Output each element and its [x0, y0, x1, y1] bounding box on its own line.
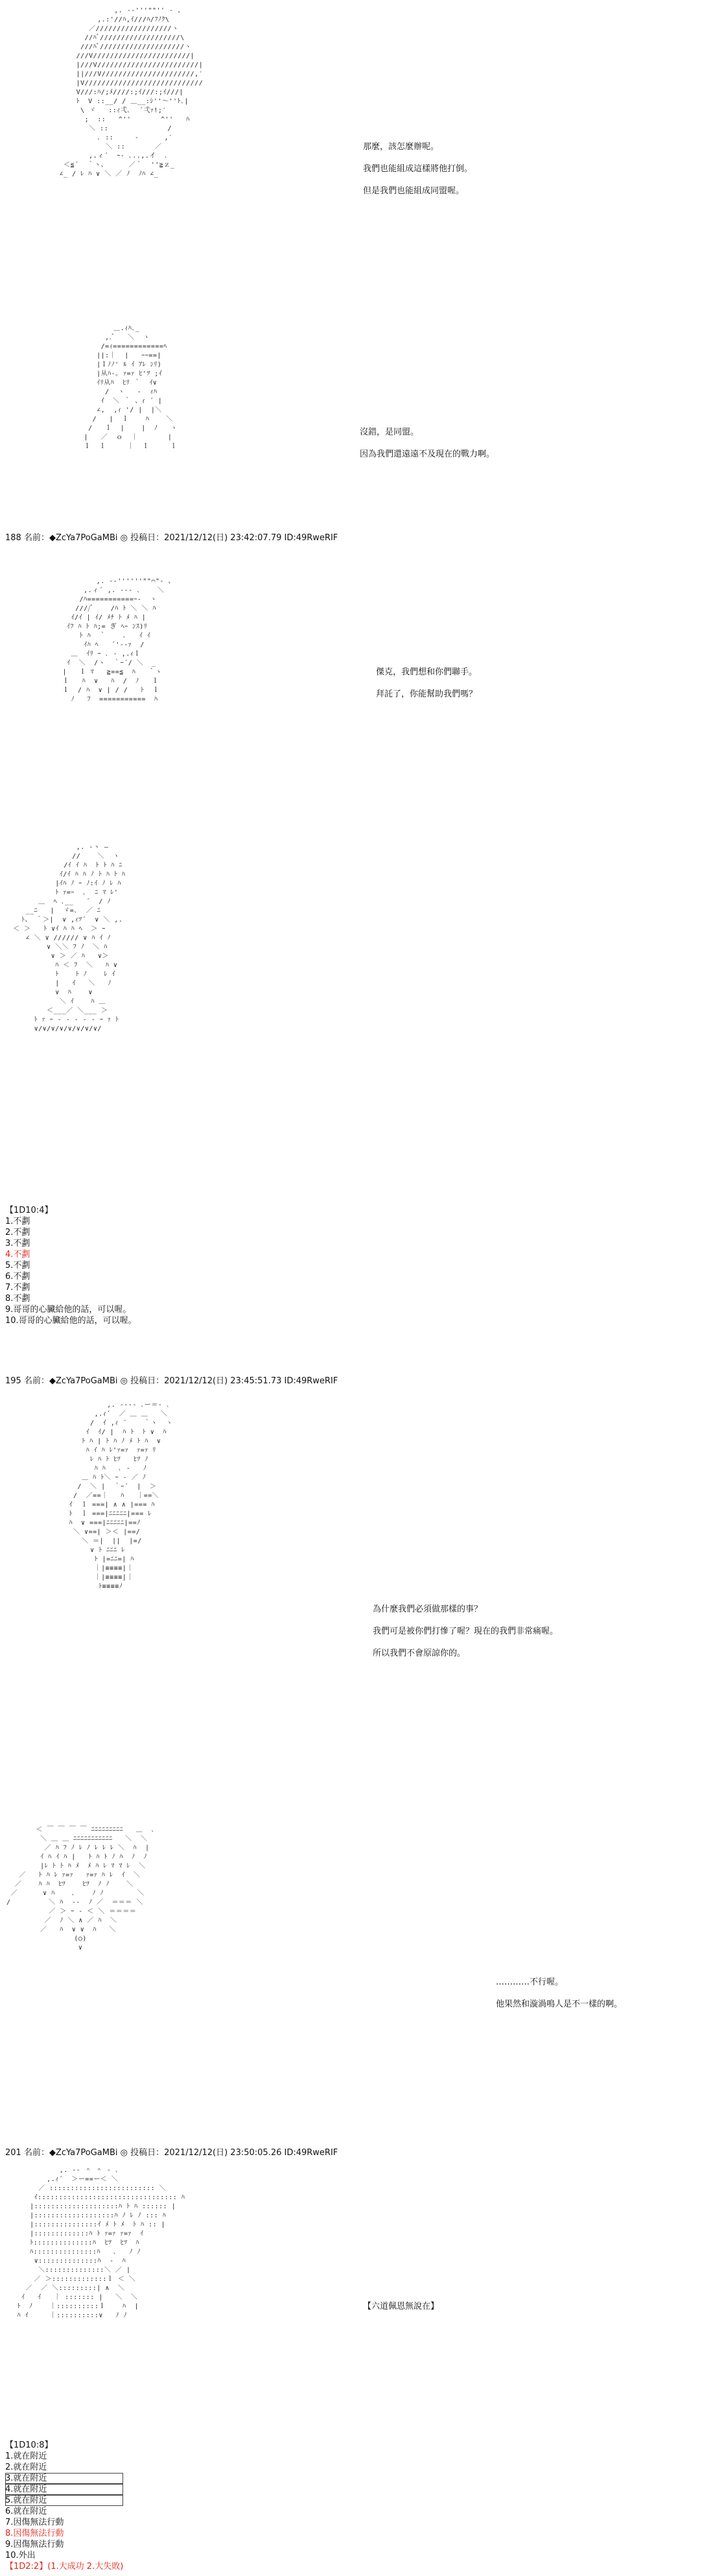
dialog-line: …………不行喔。 — [496, 1977, 564, 1987]
dialog-line: 他果然和漩渦鳴人是不一樣的啊。 — [496, 1999, 623, 2009]
dialog-line: 傑克，我們想和你們聯手。 — [376, 667, 478, 677]
aa-figure-7: ,. -‐ ＾ ＾ ‐ ､ ,.ｨ´ ＞ー==ー＜ ＼ ／ ::::::::::::::::::::::::: ＼ ｲ::::::::::::::::::::::::::::::::: ﾊ |::::::::::::::::::::ﾊ ﾄ ﾊ :::::: | |:::::::::::::::::::ﾊ ﾉ ﾚ ﾉ ::: ﾊ |:::::::::::::::ｲ ﾒ ﾄ ﾒ ﾄ ﾊ :: | |:::::::::::::ﾊ ﾄ ｧ=ｧ ｧ=ｧ ｲ ﾄ::::::::::::::ﾊ ﾋﾂ ﾋﾂ ﾊ ﾊ:::::::::::::::ﾊ ､ ﾉ ﾉ ∨::::::::::::::ﾊ ‐ ﾊ ＼::::::::::::::＼ ／ | ／ ＞:::::::::::::ｌ ＜ ＼ ／ ／ ＼:::::::::| ∧ ＼ ｲ ｲ ｜ ::::::: | ＼ ＼ ﾄ ﾉ ｜::::::::::ｌ ﾊ | ﾊ ｲ ｜::::::::::∨ ﾉ ﾉ — [17, 2167, 185, 2319]
dice-option: 7.不劃 — [5, 1283, 30, 1293]
dice-roll-2 — [5, 2440, 123, 2572]
dialog-panel-1 — [363, 136, 473, 202]
dice-option: 10.哥哥的心臟給他的話，可以喔。 — [5, 1316, 137, 1326]
dialog-line: 為什麼我們必須做那樣的事？ — [373, 1604, 483, 1614]
dialog-line: 但是我們也能組成同盟喔。 — [363, 186, 465, 196]
dice-option: 5.就在附近 — [5, 2495, 123, 2506]
dialog-line: 所以我們不會原諒你的。 — [373, 1649, 466, 1658]
post-header-188: 188 名前：◆ZcYa7PoGaMBi ◎ 投稿日：2021/12/12(日) 23:42:07.79 ID:49RweRIF — [5, 533, 338, 543]
dice-option: 4.就在附近 — [5, 2484, 123, 2495]
dice-option: 8.不劃 — [5, 1294, 30, 1304]
dice-option: 6.就在附近 — [5, 2507, 47, 2516]
dialog-panel-3 — [376, 662, 477, 706]
dialog-panel-6 — [496, 1972, 622, 2016]
post-header-201: 201 名前：◆ZcYa7PoGaMBi ◎ 投稿日：2021/12/12(日) 23:50:05.26 ID:49RweRIF — [5, 2148, 338, 2158]
aa-figure-1: ,. -‐'''""'' ‐ 、 ,.:'//ﾊ,ｲ///ﾊ/ﾌﾉｸ\ ／//////////////////ヽ //ﾊﾞ///////////////////\ ///ﾊﾞ////////////////////ヽ ///V///////////////////////| |///V////////////////////////| ||///V//////////////////////,′ |V//////////////////////////// V///:ﾊ/;ﾒ////:;ｲ///:;ｲ///| ﾄ V ::__/ / ＿__:ｼ''～''ﾄ､| \ ヾ ::ｨ弌､ ´弌ｧ!;′ ; :: ^'' ^'' ﾊ ＼ :: / ､ :: ‐ ,′ ＼ :: ／ ,.ィ´ ｰ- ､..,.イ ､ ＜≦´ ｀ヽ、 ／｀ ''≧ｚ_ ∠_ / ﾚ ﾊ ∨ ＼ ／ ﾉ ﾉﾊ ∠_ — [59, 7, 204, 178]
dice-option: 8.因傷無法行動 — [5, 2529, 64, 2538]
dialog-panel-7 — [363, 2296, 439, 2318]
dialog-panel-2 — [360, 422, 495, 466]
dice-options-list — [5, 2451, 123, 2561]
dice-roll-1 — [5, 1205, 137, 1326]
dice-option: 9.哥哥的心臟給他的話，可以喔。 — [5, 1305, 132, 1315]
dice-option: 3.不劃 — [5, 1239, 30, 1248]
dialog-line: 【六道佩恩無說在】 — [363, 2302, 439, 2311]
dice-title: 【1D10:8】 — [5, 2440, 53, 2450]
dice-title: 【1D10:4】 — [5, 1206, 53, 1215]
dice-options-list — [5, 1216, 137, 1326]
dice-option: 7.因傷無法行動 — [5, 2518, 64, 2527]
dice-option: 1.不劃 — [5, 1217, 30, 1226]
dice-option: 1.就在附近 — [5, 2451, 47, 2461]
dice-option: 2.就在附近 — [5, 2463, 47, 2472]
post-header-195: 195 名前：◆ZcYa7PoGaMBi ◎ 投稿日：2021/12/12(日) 23:45:51.73 ID:49RweRIF — [5, 1376, 338, 1386]
dice-option: 5.不劃 — [5, 1261, 30, 1270]
dialog-line: 那麼，該怎麼辦呢。 — [363, 142, 439, 152]
dice-option: 6.不劃 — [5, 1272, 30, 1282]
dice-option: 10.外出 — [5, 2551, 36, 2560]
dialog-line: 我們可是被你們打慘了喔？現在的我們非常痛喔。 — [373, 1627, 559, 1636]
dice-footer: 【1D2:2】(1.大成功 2.大失敗) — [5, 2562, 124, 2571]
dialog-panel-5 — [373, 1599, 558, 1665]
aa-figure-3: ,. -‐''''''""⌒"‐ 、 ,.ィ´ ,. -‐‐ ､ ＼ /ﾊ===========ｰ- ヽ ////ﾞ /ﾊ ﾄ ＼ ＼ ﾊ ｲ/ｲ | ｲ/ ﾒﾁ ﾄ ﾒ ﾊ | ｲﾌ ﾊ ﾄ ﾊ;= ぎ ﾍｰ ﾝｽ)ﾘ ﾄ ﾊ ｀ ､ ｲ ｲ ｲﾊ ﾍ ´'‐‐ｧ / ＿ ｲﾘ ｰ ､ ‐ ,.ｨｌ ｲ ＼ /ヽ ｀ｰ´/ ＼ _ | ｌ ﾏ ≧==≦ ﾊ ｀ヽ ｌ ﾊ ∨ ﾊ / ﾉ ｌ ｌ / ﾊ ∨ | / / ﾄ ｌ ﾉ ﾌ =========== ﾊ — [62, 578, 176, 703]
dice-option: 9.因傷無法行動 — [5, 2540, 64, 2549]
dice-option: 3.就在附近 — [5, 2473, 123, 2484]
dialog-line: 我們也能組成這樣將他打倒。 — [363, 164, 473, 174]
aa-figure-6: ＜ ￣ ￣ ￣ ￣ ﾆﾆﾆﾆﾆﾆﾆﾆﾆ ＿ ､ ＼ ＿ ＿ ﾆﾆﾆﾆﾆﾆﾆﾆﾆﾆﾆ ＼ ＼ ／ ﾊ ﾌ ﾉ ﾚ ﾉ ﾚ ﾚ ﾚ ＼ ﾊ | ｲ ﾊ ｲ ﾊ | ﾄ ﾊ ﾄ ﾉ ﾊ ﾉ ﾉ |ﾚ ﾄ ﾄ ﾊ ﾒ ﾒ ﾊ ﾚ ﾏ ﾏ ﾚ ＼ ／ ﾄ ﾊ ﾚ ｧ=ｧ ｧ=ｧ ﾊ ﾚ ｲ ＼ ／ ﾊ ﾊ ﾋﾂ ﾋﾂ ﾉ ﾉ ＼ ／ ∨ ﾊ ､ ﾉ ﾉ ＼ / ＼ ﾊ ‐‐ ﾉ ／ ＝＝＝ ＼ ／ ＞ ｰ ‐ ＜ ＼ ＝＝＝＝ ／ ﾉ ＼ ∧ ／ ﾊ ＼ ／ ﾊ ∨ ∨ ﾊ ＼ (○) ∨ — [6, 1826, 155, 1951]
aa-figure-4: ,. -ヽ ― // ＼ ヽ /ｲ ｲ ﾊ ﾄ ﾄ ﾊ ﾆ ｲ/ｲ ﾊ ﾊ ﾉ ﾄ ﾊ ﾄ ﾊ |ｲﾊ ﾉ ｰ ﾉ:ｲ ﾉ ﾚ ﾊ ﾄ ｧ=ｰ ､ ﾆ ﾏ ﾚ' ＿ ﾍ ､__ ´ / ﾉ __ﾆ | ゞ=､ ／ ﾆ ﾄ、 ｀＞| ∨ ,ｨﾂ´ ∨ ＼ ,. ＜ ＞ ﾄ ∨ｲ ﾊ ﾊ ﾍ ＞ ｰ ∠ ＼ ∨ ////// ∨ ﾊ ｲ ﾉ ∨ ＼＼ ﾌ ﾉ ＼ ﾊ ∨ ＞ ／ ﾊ ∨＞ ﾊ ＜ ﾌ ＼ ﾊ ∨ ﾄ ﾄ ﾉ ﾚ ｲ | ｲ ＼ ﾉ ∨ ﾊ ∨ ＼ ｲ ﾊ ＿ ＜___／ ＼___ ＞ ﾄ ｧ ｰ ‐ ‐ ‐ ‐ ‐ ｰ ｧ ﾄ ∨/∨/∨/∨/∨/∨/∨/∨/ — [13, 844, 126, 1032]
dice-option: 4.不劃 — [5, 1250, 30, 1259]
aa-figure-2: ＿.ｨﾊ､_ ,.ﾞ ＼ ヽ /=ｨ============ﾍ ||:｜ | ｰｰ==| |ｌﾉﾉ' ﾙ ｲ ｱﾚ ﾝﾘ) |从ﾊ-｡ ｧ=ｧ ﾋ'ﾂ ;ｲ ｲﾘ从ﾊ ﾋﾘ ｀ ｲ∨ / ヽ ‐ ｨﾊ ｲ ＼ ｀ 、ｨ ´ | ∠, ,ｨ '/ | |＼ / | ｌ ﾊ ＼ / ｌ | | ﾉ ヽ | ／ ｏ ｜ | ｌ ｌ ｜ ｌ ｌ — [84, 325, 178, 450]
dialog-line: 拜託了，你能幫助我們嗎？ — [376, 689, 478, 699]
dialog-line: 沒錯，是同盟。 — [360, 427, 419, 437]
dice-option: 2.不劃 — [5, 1228, 30, 1237]
dialog-line: 因為我們還遠遠不及現在的戰力啊。 — [360, 449, 495, 459]
aa-figure-5: ,. -‐‐‐ ､ー＝- ､ ,.ｨ´ ／ ＿ ＿ ＼ / ｲ ,ｨ ´ ｀ヽ ヽ ｲ ｲ/ | ﾊ ﾄ ﾄ ∨ ﾊ ﾄ ﾊ | ﾄ ﾊ ﾉ ﾒ ﾄ ﾊ ∨ ﾊ ｲ ﾊ ﾚ'ｧ=ｧ ｧ=ｧ ﾘ ﾚ ﾊ ﾄ ﾋﾂ ﾋﾂ ﾉ ﾊ ﾊ ､ ‐ ﾉ ＿ ﾊ ﾄ＼ ｰ ‐ ／ ﾉ / ＼ | ｀ｰ´ | ＞ / ／==｜ ﾊ ｜==＼ ｲ ｌ ===| ∧ ∧ |=== ﾊ ﾄ ｌ ===|ﾆﾆﾆﾆﾆ|=== ﾚ ﾊ ∨ ===|ﾆﾆﾆﾆﾆ|==ﾉ ＼ ∨==| ＞＜ |==/ ＼ ＝| || |=/ ∨ ﾄ ﾆﾆﾆ ﾚ ﾄ |=ﾆﾆ=| ﾊ ｜|≡≡≡≡|｜ ｜|≡≡≡≡|｜ ﾄ≡≡≡≡ﾉ — [69, 1401, 173, 1590]
